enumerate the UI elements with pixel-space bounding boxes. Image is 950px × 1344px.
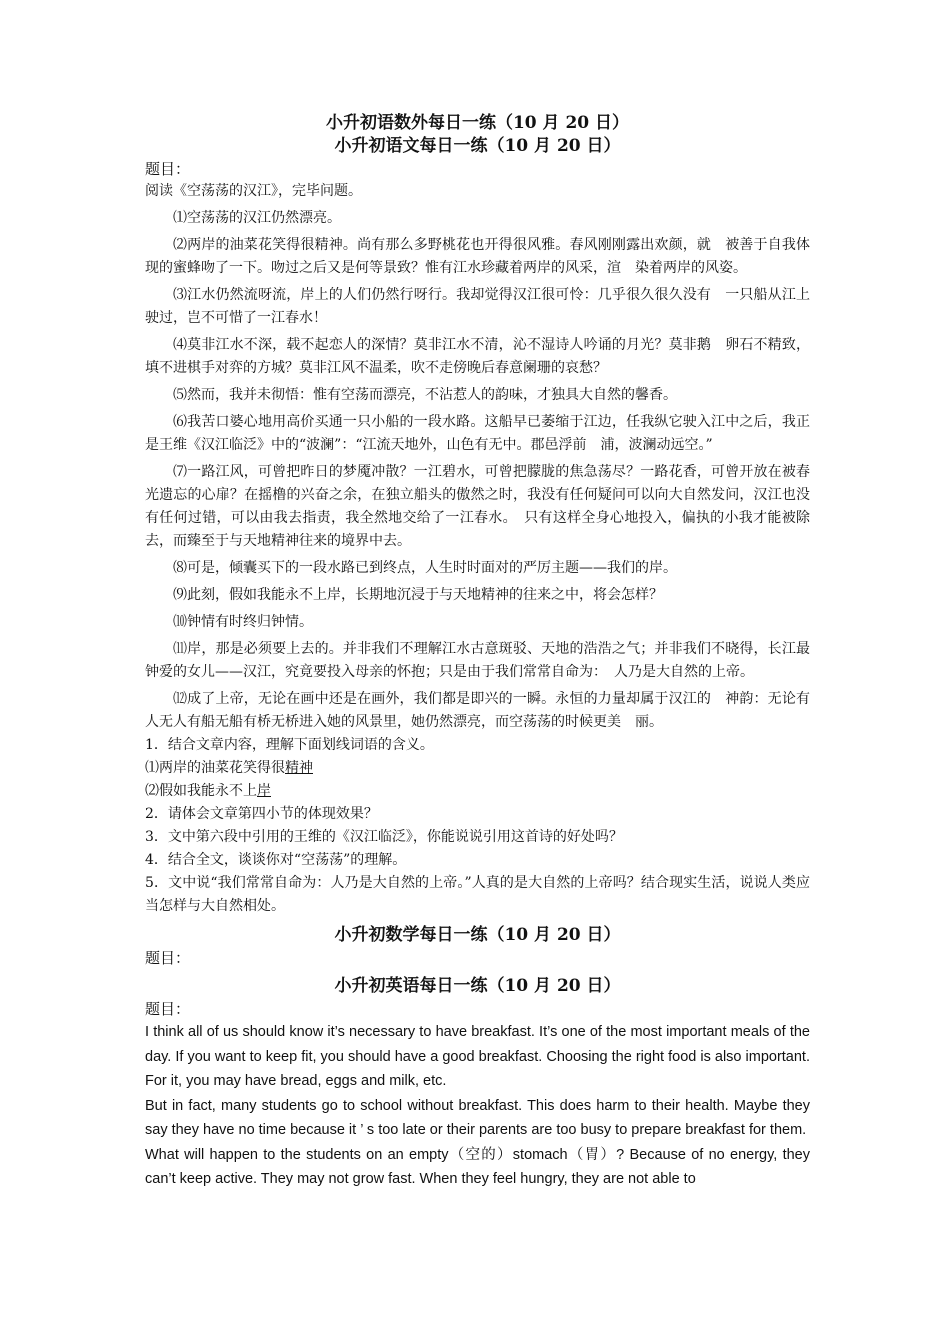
question-5: 5．文中说“我们常常自命为：人乃是大自然的上帝。”人真的是大自然的上帝吗？结合现实生活，说说人类应当怎样与大自然相处。 — [145, 875, 810, 914]
question-label: 题目： — [145, 1000, 191, 1018]
question-1a — [145, 757, 810, 780]
question-1a-text: ⑴两岸的油菜花笑得很 — [145, 760, 285, 776]
main-title: 小升初语数外每日一练（10 月 20 日） — [325, 113, 630, 133]
passage-paragraph: ⑵两岸的油菜花笑得很精神。尚有那么多野桃花也开得很风雅。春风刚刚露出欢颜，就 被善于自我体现的蜜蜂吻了一下。吻过之后又是何等景致？惟有江水珍藏着两岸的风采，渲 染着两岸的风姿。 — [145, 237, 810, 276]
question-label: 题目： — [145, 949, 191, 967]
question-1: 1．结合文章内容，理解下面划线词语的含义。 — [145, 737, 434, 753]
passage-paragraph: ⑼此刻，假如我能永不上岸，长期地沉浸于与天地精神的往来之中，将会怎样？ — [173, 587, 663, 603]
question-3: 3．文中第六段中引用的王维的《汉江临泛》，你能说说引用这首诗的好处吗？ — [145, 829, 623, 845]
passage-paragraph: ⑺一路江风，可曾把昨日的梦魇冲散？一江碧水，可曾把朦胧的焦急荡尽？一路花香，可曾开放在被春光遗忘的心扉？在摇橹的兴奋之余，在独立船头的傲然之时，我没有任何疑问可以向大自然发问，汉江也没有任何过错，可以由我去指责，我全然地交给了一江春水。 只有这样全身心地投入，偏执的小我才能被除去，而臻至于与天地精神往来的境界中去。 — [145, 464, 810, 549]
english-paragraph: But in fact, many students go to school without breakfast. This does harm to their health. Maybe they say they have no time because it ’ s too late or their parents are too busy to prepare breakfast for them. — [145, 1097, 810, 1138]
underlined-word: 岸 — [257, 783, 271, 799]
passage-paragraph: ⑹我苦口婆心地用高价买通一只小船的一段水路。这船早已萎缩于江边，任我纵它驶入江中之后，我正是王维《汉江临泛》中的“波澜”：“江流天地外，山色有无中。郡邑浮前 浦，波澜动远空。” — [145, 414, 810, 453]
math-section-title: 小升初数学每日一练（10 月 20 日） — [334, 925, 621, 945]
passage-paragraph: ⑶江水仍然流呀流，岸上的人们仍然行呀行。我却觉得汉江很可怜：几乎很久很久没有 一只船从江上驶过，岂不可惜了一江春水！ — [145, 287, 810, 326]
question-label: 题目： — [145, 160, 191, 178]
passage-paragraph: ⑻可是，倾囊买下的一段水路已到终点，人生时时面对的严厉主题——我们的岸。 — [173, 560, 677, 576]
passage-paragraph: ⑸然而，我并未彻悟：惟有空荡而漂亮，不沾惹人的韵味，才独具大自然的馨香。 — [173, 387, 677, 403]
passage-paragraph: ⑽钟情有时终归钟情。 — [173, 614, 313, 630]
chinese-intro: 阅读《空荡荡的汉江》，完毕问题。 — [145, 183, 362, 199]
passage-paragraph: ⑾岸，那是必须要上去的。并非我们不理解江水古意斑驳、天地的浩浩之气；并非我们不晓得，长江最钟爱的女儿——汉江，究竟要投入母亲的怀抱；只是由于我们常常自命为： 人乃是大自然的上帝。 — [145, 641, 810, 680]
question-1b-text: ⑵假如我能永不上 — [145, 783, 257, 799]
underlined-word: 精神 — [285, 760, 313, 776]
english-paragraph: I think all of us should know it’s necessary to have breakfast. It’s one of the most important meals of the day. If you want to keep fit, you should have a good breakfast. Choosing the right food is also important. For it, you may have bread, eggs and milk, etc. — [145, 1024, 810, 1089]
chinese-section-title: 小升初语文每日一练（10 月 20 日） — [334, 136, 621, 156]
passage-paragraph: ⑷莫非江水不深，载不起恋人的深情？莫非江水不清，沁不湿诗人吟诵的月光？莫非鹅 卵石不精致，填不进棋手对弈的方城？莫非江风不温柔，吹不走傍晚后春意阑珊的哀愁？ — [145, 337, 810, 376]
question-4: 4．结合全文，谈谈你对“空荡荡”的理解。 — [145, 852, 407, 868]
question-2: 2．请体会文章第四小节的体现效果？ — [145, 806, 378, 822]
document-page — [145, 112, 810, 1192]
english-paragraph: What will happen to the students on an empty（空的）stomach（胃）? Because of no energy, they can’t keep active. They may not grow fast. When they feel hungry, they are not able to — [145, 1146, 810, 1187]
passage-paragraph: ⑴空荡荡的汉江仍然漂亮。 — [173, 210, 341, 226]
question-1b — [145, 780, 810, 803]
passage-paragraph: ⑿成了上帝，无论在画中还是在画外，我们都是即兴的一瞬。永恒的力量却属于汉江的 神韵：无论有人无人有船无船有桥无桥进入她的风景里，她仍然漂亮，而空荡荡的时候更美 丽。 — [145, 691, 810, 730]
english-section-title: 小升初英语每日一练（10 月 20 日） — [334, 976, 621, 996]
